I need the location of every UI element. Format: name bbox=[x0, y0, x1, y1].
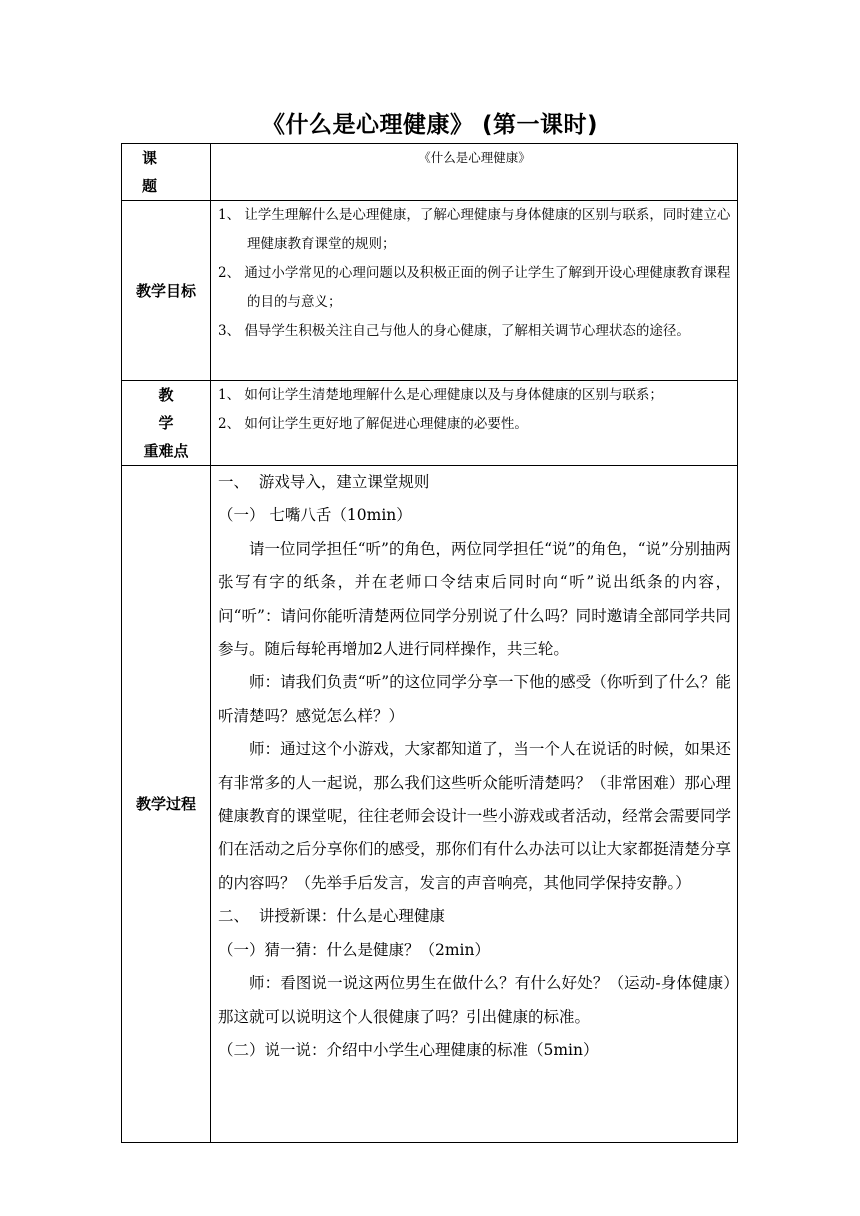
section-heading: 一、 游戏导入，建立课堂规则 bbox=[218, 473, 430, 491]
objective-item: 1、 让学生理解什么是心理健康，了解心理健康与身体健康的区别与联系，同时建立心理健康教育课堂的规则； bbox=[218, 207, 731, 252]
document-title: 《什么是心理健康》 (第一课时) bbox=[261, 112, 599, 138]
topic-value: 《什么是心理健康》 bbox=[418, 150, 531, 165]
process-row bbox=[122, 466, 738, 1143]
lesson-plan-table bbox=[121, 143, 738, 1143]
objective-item: 2、 通过小学常见的心理问题以及积极正面的例子让学生了解到开设心理健康教育课程的目的与意义； bbox=[218, 265, 731, 310]
section-heading: 二、 讲授新课：什么是心理健康 bbox=[218, 907, 445, 926]
paragraph: 请一位同学担任“听”的角色，两位同学担任“说”的角色，“说”分别抽两张写有字的纸条，并在老师口令结束后同时向“听”说出纸条的内容，问“听”：请问你能听清楚两位同学分别说了什么吗？同时邀请全部同学共同参与。随后每轮再增加2人进行同样操作，共三轮。 bbox=[218, 539, 731, 659]
topic-label: 课题 bbox=[122, 144, 211, 201]
paragraph: 师：请我们负责“听”的这位同学分享一下他的感受（你听到了什么？能听清楚吗？感觉怎么样？） bbox=[218, 673, 731, 725]
key-points-row bbox=[122, 381, 738, 466]
key-point-item: 1、 如何让学生清楚地理解什么是心理健康以及与身体健康的区别与联系； bbox=[218, 387, 663, 403]
section-subheading: （二）说一说：介绍中小学生心理健康的标准（5min） bbox=[218, 1040, 599, 1059]
paragraph: 师：看图说一说这两位男生在做什么？有什么好处？（运动-身体健康）那这就可以说明这个人很健康了吗？引出健康的标准。 bbox=[218, 974, 731, 1026]
key-points-cell bbox=[211, 381, 738, 466]
topic-row bbox=[122, 144, 738, 201]
key-point-item: 2、 如何让学生更好地了解促进心理健康的必要性。 bbox=[218, 416, 528, 432]
objectives-row bbox=[122, 201, 738, 381]
objective-item: 3、 倡导学生积极关注自己与他人的身心健康，了解相关调节心理状态的途径。 bbox=[218, 323, 690, 339]
process-label: 教学过程 bbox=[122, 466, 211, 1143]
process-cell bbox=[211, 466, 738, 1143]
paragraph: 师：通过这个小游戏，大家都知道了，当一个人在说话的时候，如果还有非常多的人一起说，那么我们这些听众能听清楚吗？（非常困难）那心理健康教育的课堂呢，往往老师会设计一些小游戏或者活动，经常会需要同学们在活动之后分享你们的感受，那你们有什么办法可以让大家都挺清楚分享的内容吗？（先举手后发言，发言的声音响亮，其他同学保持安静。） bbox=[218, 740, 731, 892]
key-points-label: 教 学 重难点 bbox=[122, 381, 211, 466]
section-subheading: （一）猜一猜：什么是健康？（2min） bbox=[218, 940, 491, 959]
objectives-label: 教学目标 bbox=[122, 201, 211, 381]
objectives-cell bbox=[211, 201, 738, 381]
section-subheading: （一） 七嘴八舌（10min） bbox=[218, 506, 412, 525]
topic-cell bbox=[211, 144, 738, 201]
